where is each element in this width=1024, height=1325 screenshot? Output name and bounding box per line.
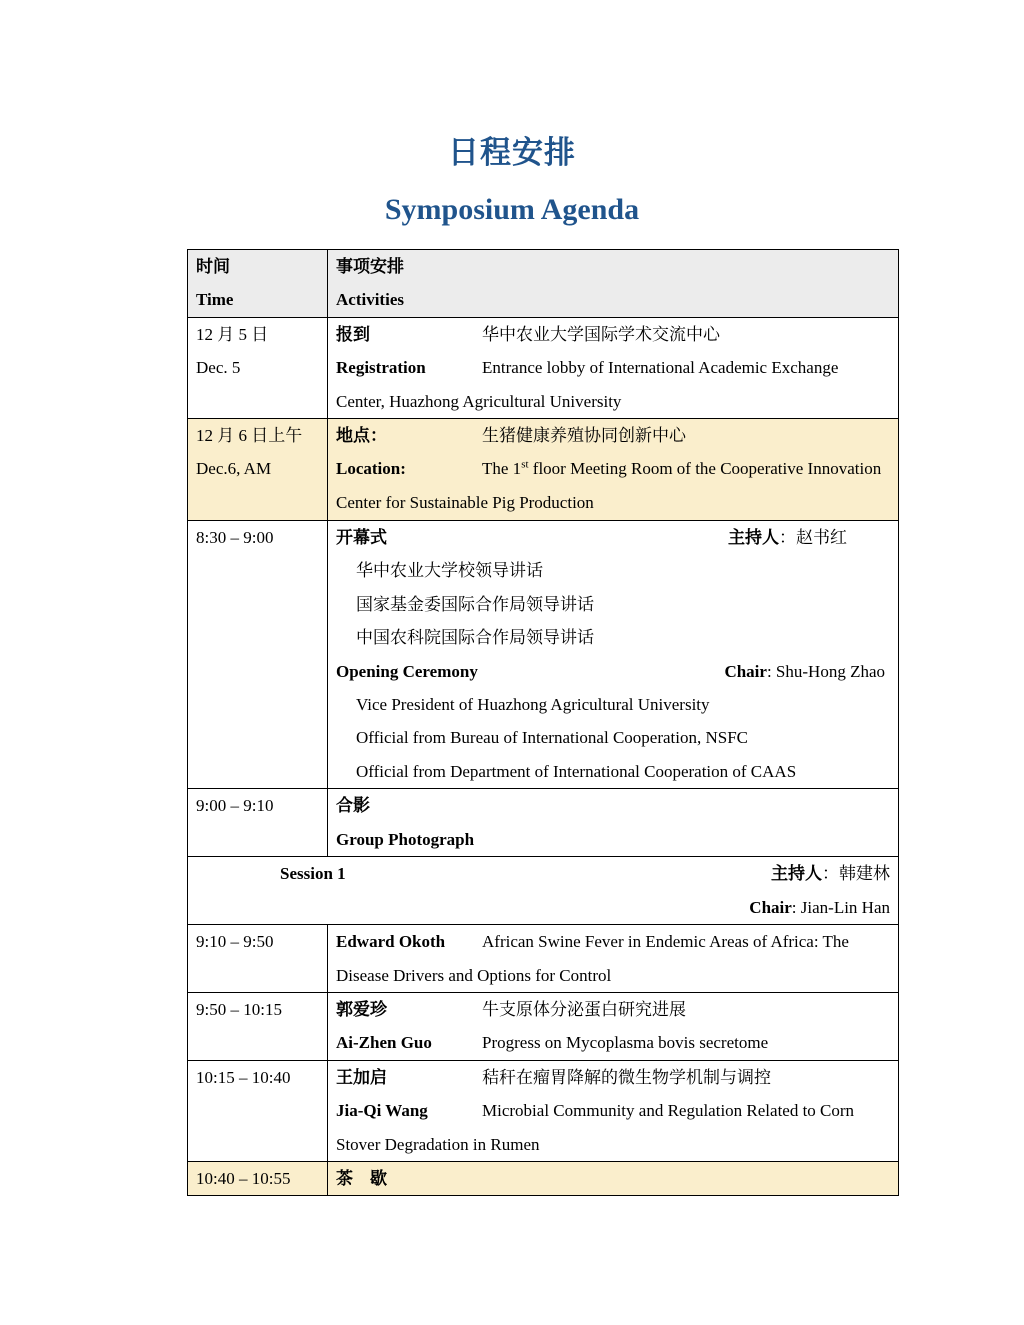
speaker-name-en: Ai-Zhen Guo (336, 1033, 432, 1053)
session-chairs (749, 857, 890, 924)
location-text-en-pre: The 1 (482, 459, 522, 479)
time-cell (188, 1060, 328, 1161)
activity-line-zh (336, 318, 890, 351)
chair-label-zh: 主持人 (728, 528, 779, 548)
speaker-name-zh: 郭爱珍 (336, 999, 387, 1019)
time-cell (188, 789, 328, 857)
table-row-opening-ceremony (188, 521, 899, 789)
ordinal-superscript: st (521, 458, 529, 471)
table-row-session1 (188, 857, 899, 925)
activity-cell (328, 317, 899, 418)
talk-title-en: Progress on Mycoplasma bovis secretome (482, 1033, 769, 1053)
activity-cell (328, 1161, 899, 1195)
session-chair-label-en: Chair (749, 897, 792, 917)
table-row-tea-break (188, 1161, 899, 1195)
session-label: Session 1 (280, 864, 346, 884)
opening-item-en: Official from Bureau of International Cooperation, NSFC (356, 728, 749, 748)
activity-text-zh: 华中农业大学国际学术交流中心 (482, 324, 720, 344)
time-cell (188, 925, 328, 993)
page-title-chinese: 日程安排 (448, 135, 576, 171)
photo-label-en: Group Photograph (336, 829, 475, 849)
chair-name-en: : Shu-Hong Zhao (766, 661, 885, 681)
header-activities-en: Activities (336, 290, 404, 310)
table-row-talk-wang (188, 1060, 899, 1161)
photo-label-zh: 合影 (336, 796, 370, 816)
chair-line-en (724, 655, 885, 688)
opening-title-line-en (336, 655, 890, 688)
opening-title-en: Opening Ceremony (336, 661, 478, 681)
time-cell (188, 992, 328, 1060)
session-cell (188, 857, 899, 925)
talk-title: African Swine Fever in Endemic Areas of Africa: The Disease Drivers and Options for Control (336, 932, 849, 985)
time-en: Dec.6, AM (196, 459, 272, 479)
opening-title-zh: 开幕式 (336, 528, 387, 548)
talk-line (336, 925, 890, 992)
activity-text-en: Entrance lobby of International Academic Exchange Center, Huazhong Agricultural University (336, 358, 839, 411)
activity-label-en: Registration (336, 358, 426, 378)
chair-label-en: Chair (724, 661, 767, 681)
opening-item-en: Vice President of Huazhong Agricultural University (356, 695, 710, 715)
header-activities-cell (328, 250, 899, 318)
header-activities-zh: 事项安排 (336, 257, 404, 276)
time-range: 9:00 – 9:10 (196, 796, 274, 816)
session-chair-label-zh: 主持人 (771, 864, 822, 884)
time-cell (188, 521, 328, 789)
talk-line-zh (336, 1061, 890, 1094)
opening-item-zh: 华中农业大学校领导讲话 (356, 561, 543, 581)
activity-cell (328, 521, 899, 789)
time-cell (188, 317, 328, 418)
activity-line-en (336, 351, 890, 418)
chair-line-zh (728, 521, 847, 554)
table-row-registration (188, 317, 899, 418)
break-label: 茶 歇 (336, 1168, 387, 1188)
table-row-talk-guo (188, 992, 899, 1060)
session-chair-line-en (749, 898, 890, 917)
time-zh: 12 月 5 日 (196, 324, 269, 344)
opening-item-zh: 国家基金委国际合作局领导讲话 (356, 594, 594, 614)
opening-item-en: Official from Department of International Cooperation of CAAS (356, 761, 797, 781)
location-text-en-post: floor Meeting Room of the Cooperative Innovation Center for Sustainable Pig Production (336, 459, 882, 512)
session-line (196, 857, 890, 924)
talk-title-zh: 秸秆在瘤胃降解的微生物学机制与调控 (482, 1067, 771, 1087)
header-time-cell (188, 250, 328, 318)
location-text-zh: 生猪健康养殖协同创新中心 (482, 426, 686, 446)
activity-cell (328, 925, 899, 993)
speaker-name-en: Jia-Qi Wang (336, 1101, 428, 1121)
header-time-en: Time (196, 290, 234, 310)
time-en: Dec. 5 (196, 358, 241, 378)
talk-title-en: Microbial Community and Regulation Related to Corn Stover Degradation in Rumen (336, 1101, 855, 1154)
location-label-en: Location: (336, 459, 406, 479)
location-line-en (336, 452, 890, 519)
opening-item-zh: 中国农科院国际合作局领导讲话 (356, 628, 594, 648)
activity-label-zh: 报到 (336, 324, 370, 344)
location-label-zh: 地点： (336, 426, 387, 446)
activity-cell (328, 992, 899, 1060)
talk-line-en (336, 1094, 890, 1161)
table-row-talk-okoth (188, 925, 899, 993)
opening-title-line-zh (336, 521, 890, 554)
time-range: 10:15 – 10:40 (196, 1067, 291, 1087)
time-range: 8:30 – 9:00 (196, 528, 274, 548)
chair-name-zh: ：赵书红 (779, 528, 847, 548)
activity-cell (328, 1060, 899, 1161)
page-title-english: Symposium Agenda (384, 193, 640, 226)
location-line-zh (336, 419, 890, 452)
time-range: 9:50 – 10:15 (196, 999, 282, 1019)
time-range: 9:10 – 9:50 (196, 932, 274, 952)
agenda-table (187, 249, 899, 1196)
talk-line-en (336, 1026, 890, 1059)
session-chair-line-zh (771, 864, 890, 883)
time-range: 10:40 – 10:55 (196, 1168, 291, 1188)
time-cell (188, 1161, 328, 1195)
talk-title-zh: 牛支原体分泌蛋白研究进展 (482, 999, 686, 1019)
time-cell (188, 419, 328, 521)
session-chair-name-zh: ：韩建林 (822, 864, 890, 884)
speaker-name: Edward Okoth (336, 932, 446, 952)
activity-cell (328, 789, 899, 857)
header-time-zh: 时间 (196, 257, 230, 276)
talk-line-zh (336, 993, 890, 1026)
table-header-row (188, 250, 899, 318)
activity-cell (328, 419, 899, 521)
table-row-location (188, 419, 899, 521)
time-zh: 12 月 6 日上午 (196, 426, 303, 446)
session-chair-name-en: : Jian-Lin Han (791, 897, 890, 917)
speaker-name-zh: 王加启 (336, 1067, 387, 1087)
table-row-group-photo (188, 789, 899, 857)
